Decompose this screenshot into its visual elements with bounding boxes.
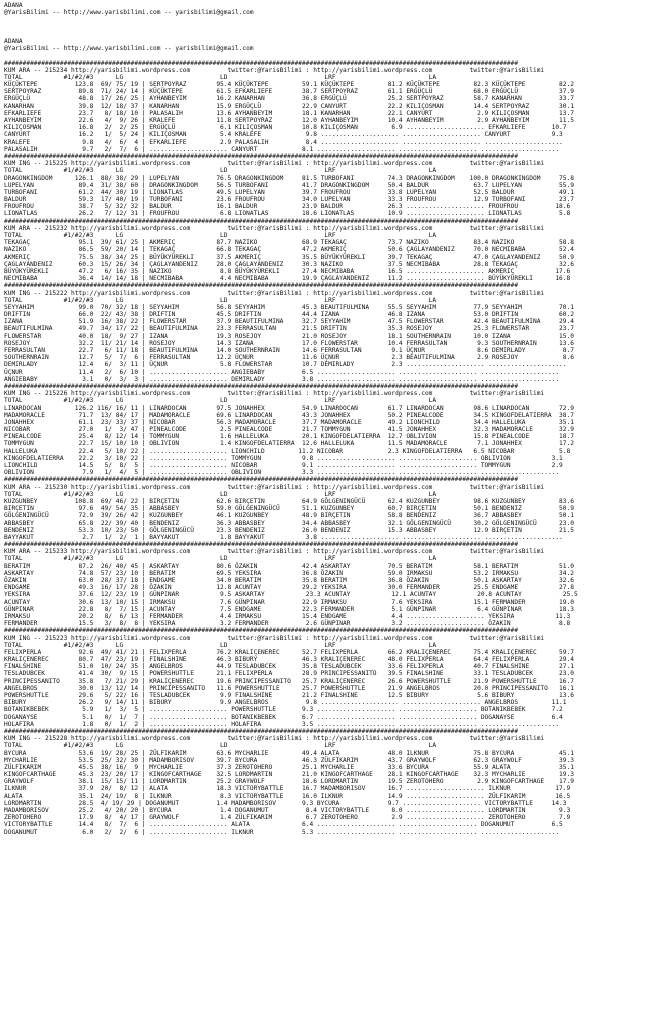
text-line: ÇAGLAYANDENIZ 60.3 15/ 26/ 34 | ÇAGLAYANDENIZ 28.0 ÇAGLAYANDENIZ 30.3 NAZIKO 37.5 NECMIBABA 28.8 TEKAGAÇ 32.6 xyxy=(4,260,574,268)
text-line: TOTAL #1/#2/#3 LG LD LRF LA xyxy=(4,555,437,563)
text-line: AKMERIÇ 75.5 38/ 34/ 25 | BÜYÜKYÜREKLI 37.5 AKMERIÇ 35.5 BÜYÜKYÜREKLI 39.7 TEKAGAÇ 47.0 ÇAGLAYANDENIZ 50.9 xyxy=(4,253,574,261)
text-line: FELIXPERLA 92.6 49/ 41/ 21 | FELIXPERLA 76.2 KRALIÇENEREC 52.7 FELIXPERLA 66.2 KRALIÇENEREC 75.4 KRALIÇENEREC 59.7 xyxy=(4,648,574,656)
text-line: ########################################################################################################################################## xyxy=(4,282,519,290)
text-line: KUM ING -- 215228 http://yarisbilimi.wordpress.com twitter:@YarisBilimi : http://yarisbilimi.wordpress.com twitter:@YarisBilimi xyxy=(4,735,545,743)
text-line: ILKNUR 37.9 20/ 8/ 12 | ALATA 18.3 VICTORYBATTLE 16.7 MADAMBORISOV 16.7 ..................... ILKNUR 17.9 xyxy=(4,785,571,793)
text-line: PALASALIH 9.7 2/ 7/ 6 | ..................... CANYURT 8.1 ..................... ..................... ..................... xyxy=(4,145,560,153)
text-line: LORDMARTIN 28.5 4/ 19/ 29 | DOGANUMUT 1.4 MADAMBORISOV 9.3 BYCURA 9.7 ..................... VICTORYBATTLE 14.3 xyxy=(4,799,567,807)
text-line: ACUNTAY 30.6 13/ 10/ 15 | IRMAKSU 7.6 GÜNPINAR 22.9 IRMAKSU 7.6 YEKSIRA 15.1 FERMANDER 19.0 xyxy=(4,598,574,606)
text-line: BYCURA 53.6 19/ 28/ 25 | ZÜLFIKARIM 63.6 MYCHARLIE 49.4 ALATA 48.0 ILKNUR 75.8 BYCURA 45.1 xyxy=(4,749,574,757)
text-line: KUM ING -- 215222 http://yarisbilimi.wordpress.com twitter:@YarisBilimi : http://yarisbilimi.wordpress.com twitter:@YarisBilimi xyxy=(4,289,545,297)
text-line: TOMMYGUN 22.7 15/ 10/ 10 | OBLIVION 1.4 KINGOFDELATIERRA 12.6 HALLELUKA 11.5 MADAMORACLE 7.1 JONAHHEX 17.2 xyxy=(4,440,574,448)
text-line: TURBOFANI 61.2 44/ 30/ 19 | LIONATLAS 49.5 LUPELYAN 39.7 FROUFROU 33.8 LUPELYAN 52.5 BALDUR 49.1 xyxy=(4,188,574,196)
text-line: ANGELBROS 30.0 13/ 12/ 14 | PRINCIPESSANITO 11.6 POWERSHUTTLE 25.7 POWERSHUTTLE 21.9 ANGELBROS 20.0 PRINCIPESSANITO 16.1 xyxy=(4,684,574,692)
text-line: GÖLGENINGÜCÜ 72.9 39/ 26/ 42 | KUZGUNBEY 46.1 KUZGUNBEY 48.9 BIRÇETIN 58.8 BENDENIZ 36.7 ABBASBEY 50.1 xyxy=(4,512,574,520)
text-line xyxy=(4,16,672,23)
text-line: NECMIBABA 36.4 14/ 14/ 18 | NECMIBABA 4.4 NECMIBABA 19.9 ÇAGLAYANDENIZ 11.2 ..................... BÜYÜKYÜREKLI 16.8 xyxy=(4,275,571,283)
text-line: KUM ARA -- 215233 http://yarisbilimi.wordpress.com twitter:@YarisBilimi : http://yarisbilimi.wordpress.com twitter:@YarisBilimi xyxy=(4,548,545,556)
text-line: ########################################################################################################################################## xyxy=(4,476,519,484)
text-line: DRAGONKINGDOM 126.1 88/ 38/ 29 | LUPELYAN 76.5 DRAGONKINGDOM 81.5 TURBOFANI 74.3 DRAGONKINGDOM 100.0 DRAGONKINGDOM 75.8 xyxy=(4,174,574,182)
text-line: TEKAGAÇ 95.1 39/ 61/ 25 | AKMERIÇ 87.7 NAZIKO 68.9 TEKAGAÇ 73.7 NAZIKO 83.4 NAZIKO 58.8 xyxy=(4,239,574,247)
text-line: YEKSIRA 37.6 12/ 23/ 19 | GÜNPINAR 9.5 ASKARTAY 23.3 ACUNTAY 12.1 ACUNTAY 20.8 ACUNTAY 25.5 xyxy=(4,591,578,599)
text-line: KINGOFDELATIERRA 22.2 3/ 10/ 22 | ..................... TOMMYGUN 9.8 ..................... ..................... OBLIVION 3.1 xyxy=(4,454,563,462)
text-line: ADANA xyxy=(4,2,23,9)
text-line: BENDENIZ 53.3 10/ 23/ 50 | GÖLGENINGÜCÜ 23.3 BENDENIZ 26.0 BENDENIZ 15.3 ABBASBEY 12.9 BIRÇETIN 21.5 xyxy=(4,526,574,534)
text-line: FERRASULTAN 22.7 6/ 11/ 18 | BEAUTIFULMINA 14.0 SOUTHERNRAIN 14.6 FERRASULTAN 9.1 ÜÇNUR 8.6 DEMIRLADY 8.7 xyxy=(4,347,574,354)
text-line: GRAYWOLF 38.1 15/ 15/ 11 | LORDMARTIN 25.2 GRAYWOLF 18.6 LORDMARTIN 19.5 ZEROTOHERO 2.9 KINGOFCARTHAGE 17.9 xyxy=(4,778,574,786)
text-line: SOUTHERNRAIN 12.7 5/ 7/ 6 | FERRASULTAN 12.2 ÜÇNUR 11.6 ÜÇNUR 2.3 BEAUTIFULMINA 2.9 ROSEJOY 8.6 xyxy=(4,354,574,362)
text-line: BEAUTIFULMINA 49.7 34/ 17/ 22 | BEAUTIFULMINA 23.3 FERRASULTAN 21.5 DRIFTIN 35.3 ROSEJOY 25.3 FLOWERSTAR 23.7 xyxy=(4,325,574,333)
text-line: POWERSHUTTLE 29.6 5/ 22/ 16 | TESLADUBCEK 9.9 FINALSHINE 21.2 FINALSHINE 12.5 BIBURY 5.6 BIBURY 13.6 xyxy=(4,692,574,699)
text-line: ASKARTAY 74.8 57/ 23/ 10 | BERATIM 69.5 YEKSIRA 36.8 ÖZAKIN 59.0 IRMAKSU 53.2 IRMAKSU 34.2 xyxy=(4,569,574,577)
text-line: KÜÇÜKTEPE 123.8 69/ 75/ 19 | SERTPOYRAZ 95.4 KÜÇÜKTEPE 59.1 KÜÇÜKTEPE 81.2 KÜÇÜKTEPE 82.3 KÜÇÜKTEPE 82.2 xyxy=(4,81,574,89)
text-line: NAZIKO 86.5 59/ 20/ 14 | TEKAGAÇ 66.8 TEKAGAÇ 47.2 AKMERIÇ 50.6 ÇAGLAYANDENIZ 70.0 NECMIBABA 52.4 xyxy=(4,246,574,254)
text-line: KRALIÇENEREC 80.7 47/ 23/ 19 | FINALSHINE 46.3 BIBURY 46.3 KRALIÇENEREC 48.0 FELIXPERLA 64.4 FELIXPERLA 29.4 xyxy=(4,656,574,664)
text-line: TOTAL #1/#2/#3 LG LD LRF LA xyxy=(4,490,437,498)
text-line: KUM ARA -- 215234 http://yarisbilimi.wordpress.com twitter:@YarisBilimi : http://yarisbilimi.wordpress.com twitter:@YarisBilimi xyxy=(4,66,545,74)
text-line: DOGANUMUT 6.0 2/ 2/ 6 | ..................... ILKNUR 5.3 ..................... ..................... ..................... xyxy=(4,828,560,836)
text-line: ANGIEBABY 3.1 0/ 3/ 3 | ..................... DEMIRLADY 3.8 ..................... ..................... ..................... xyxy=(4,375,560,383)
text-line: ########################################################################################################################################## xyxy=(4,59,519,67)
text-line: TOTAL #1/#2/#3 LG LD LRF LA xyxy=(4,742,437,750)
text-line: AYHANBEYIM 22.6 4/ 9/ 26 | KRALEFE 11.8 SERTPOYRAZ 12.0 AYHANBEYIM 10.4 AYHANBEYIM 2.9 AYHANBEYIM 11.5 xyxy=(4,117,574,124)
text-line: LINARDOCAN 126.2 116/ 16/ 11 | LINARDOCAN 97.5 JONAHHEX 54.9 LINARDOCAN 61.7 LINARDOCAN 98.6 LINARDOCAN 72.9 xyxy=(4,404,574,412)
text-line: EFKARLIEFE 23.7 8/ 18/ 10 | PALASALIH 13.6 AYHANBEYIM 18.1 KANARHAN 22.1 CANYURT 2.9 KILIÇOSMAN 13.7 xyxy=(4,109,574,117)
text-line: BERATIM 87.2 26/ 40/ 45 | ASKARTAY 80.6 ÖZAKIN 42.4 ASKARTAY 70.5 BERATIM 58.1 BERATIM 51.0 xyxy=(4,562,574,570)
text-line: JONAHHEX 61.1 23/ 33/ 37 | NICOBAR 56.3 MADAMORACLE 37.7 MADAMORACLE 49.2 LIONCHILD 34.4 HALLELUKA 35.1 xyxy=(4,418,574,426)
text-line: IRMAKSU 20.2 8/ 6/ 13 | FERMANDER 4.4 IRMAKSU 15.4 ENDGAME 4.4 ..................... YEKSIRA 11.3 xyxy=(4,612,571,620)
text-line: FROUFROU 38.7 5/ 32/ 32 | BALDUR 16.1 BALDUR 23.9 BALDUR 26.3 ..................... FROUFROU 18.6 xyxy=(4,203,571,211)
text-line: ABBASBEY 65.8 22/ 39/ 40 | BENDENIZ 36.3 ABBASBEY 34.4 ABBASBEY 32.1 GÖLGENINGÜCÜ 30.2 GÖLGENINGÜCÜ 23.0 xyxy=(4,519,574,527)
text-line: MADAMORACLE 71.7 13/ 84/ 17 | MADAMORACLE 69.6 LINARDOCAN 43.3 JONAHHEX 50.2 PINEALCODE 34.5 KINGOFDELATIERRA 38.7 xyxy=(4,411,574,419)
text-line: ÜÇNUR 11.4 2/ 6/ 10 | ..................... ANGIEBABY 6.5 ..................... ..................... ..................... xyxy=(4,368,560,376)
text-line: ÖZAKIN 63.0 28/ 37/ 18 | ENDGAME 34.0 BERATIM 35.8 BERATIM 36.8 ÖZAKIN 50.1 ASKARTAY 32.6 xyxy=(4,577,574,584)
text-line: BALDUR 59.3 17/ 40/ 19 | TURBOFANI 23.6 FROUFROU 34.0 LUPELYAN 33.3 FROUFROU 12.9 TURBOFANI 23.7 xyxy=(4,196,574,204)
text-line: KANARHAN 39.8 12/ 18/ 37 | KANARHAN 15.9 ERGÜÇLÜ 22.9 CANYURT 22.2 KILIÇOSMAN 14.4 SERTPOYRAZ 30.1 xyxy=(4,102,574,110)
text-line: ########################################################################################################################################## xyxy=(4,152,519,160)
text-line: LIONCHILD 14.5 5/ 8/ 5 | ..................... NICOBAR 9.1 ..................... ..................... TOMMYGUN 2.9 xyxy=(4,462,563,469)
text-line: DOGANAYSE 5.1 0/ 1/ 7 | ..................... BOTANIKBEBEK 6.7 ..................... ..................... DOGANAYSE 6.4 xyxy=(4,713,563,721)
text-line: HOLAFIRA 1.8 0/ 1/ 2 | ..................... HOLAFIRA 3.5 ..................... ..................... ..................... xyxy=(4,720,560,728)
text-line: FERMANDER 15.5 3/ 8/ 8 | YEKSIRA 3.2 FERMANDER 2.6 GÜNPINAR 3.2 ..................... ÖZAKIN 8.8 xyxy=(4,620,571,628)
text-line: @YarisBilimi -- http://www.yarisbilimi.com -- yarisbilimi@gmail.com xyxy=(4,9,254,17)
text-line: ADANA xyxy=(4,37,23,45)
text-line: ########################################################################################################################################## xyxy=(4,727,519,735)
text-line: ########################################################################################################################################## xyxy=(4,382,519,390)
text-line: ERGÜÇLÜ 48.8 17/ 26/ 25 | AYHANBEYIM 16.2 KANARHAN 36.8 ERGÜÇLÜ 25.2 SERTPOYRAZ 58.7 KANARHAN 33.7 xyxy=(4,95,574,103)
text-line: BAYYAKUT 2.7 1/ 2/ 1 | BAYYAKUT 1.8 BAYYAKUT 3.8 ..................... ..................... ..................... xyxy=(4,533,563,541)
text-line: HALLELUKA 22.4 5/ 10/ 22 | ..................... LIONCHILD 11.2 NICOBAR 2.3 KINGOFDELATIERRA 6.5 NICOBAR 5.8 xyxy=(4,447,571,455)
text-line: TOTAL #1/#2/#3 LG LD LRF LA xyxy=(4,641,437,649)
text-line: KUZGUNBEY 108.8 69/ 46/ 22 | BIRÇETIN 62.6 BIRÇETIN 64.9 GÖLGENINGÜCÜ 62.4 KUZGUNBEY 98.6 KUZGUNBEY 83.6 xyxy=(4,497,574,505)
text-line: TOTAL #1/#2/#3 LG LD LRF LA xyxy=(4,397,437,405)
text-line: FLOWERSTAR 40.0 18/ 9/ 27 | IZANA 19.3 ROSEJOY 21.0 ROSEJOY 18.1 SOUTHERNRAIN 10.0 IZANA 15.0 xyxy=(4,332,574,340)
text-line: MYCHARLIE 53.5 25/ 32/ 30 | MADAMBORISOV 39.7 BYCURA 46.3 ZÜLFIKARIM 43.7 GRAYWOLF 62.3 GRAYWOLF 39.3 xyxy=(4,756,574,764)
text-line: TOTAL #1/#2/#3 LG LD LRF LA xyxy=(4,296,437,304)
text-line: ROSEJOY 32.2 11/ 21/ 14 | ROSEJOY 14.3 IZANA 17.0 FLOWERSTAR 10.4 FERRASULTAN 9.3 SOUTHERNRAIN 13.6 xyxy=(4,339,574,347)
text-line: KUM ARA -- 215232 http://yarisbilimi.wordpress.com twitter:@YarisBilimi : http://yarisbilimi.wordpress.com twitter:@YarisBilimi xyxy=(4,224,545,232)
text-line: GÜNPINAR 22.8 8/ 7/ 15 | ACUNTAY 7.5 ENDGAME 22.3 FERMANDER 5.1 GÜNPINAR 6.4 GÜNPINAR 18.3 xyxy=(4,605,574,613)
text-line xyxy=(4,31,672,38)
text-line: TOTAL #1/#2/#3 LG LD LRF LA xyxy=(4,167,437,175)
text-line: BIRÇETIN 97.6 49/ 54/ 35 | ABBASBEY 59.0 GÖLGENINGÜCÜ 51.1 KUZGUNBEY 60.7 BIRÇETIN 50.1 BENDENIZ 50.9 xyxy=(4,505,574,513)
text-line: ENDGAME 49.3 16/ 17/ 28 | ÖZAKIN 12.8 ACUNTAY 29.2 YEKSIRA 30.0 FERMANDER 25.5 ENDGAME 27.8 xyxy=(4,584,574,592)
text-line xyxy=(4,24,672,31)
text-line: KUM ING -- 215225 http://yarisbilimi.wordpress.com twitter:@YarisBilimi : http://yarisbilimi.wordpress.com twitter:@YarisBilimi xyxy=(4,160,545,168)
text-line: SERTPOYRAZ 89.8 71/ 24/ 14 | KÜÇÜKTEPE 61.5 EFKARLIEFE 38.7 SERTPOYRAZ 61.1 ERGÜÇLÜ 68.0 ERGÜÇLÜ 37.9 xyxy=(4,88,574,96)
text-line: ########################################################################################################################################## xyxy=(4,541,519,549)
text-line: ZEROTOHERO 17.9 8/ 4/ 17 | GRAYWOLF 1.4 ZÜLFIKARIM 6.7 ZEROTOHERO 2.9 ..................... ZEROTOHERO 7.9 xyxy=(4,814,571,822)
text-line: TOTAL #1/#2/#3 LG LD LRF LA xyxy=(4,232,437,239)
text-line: ALATA 35.1 24/ 19/ 8 | ILKNUR 8.3 VICTORYBATTLE 16.0 ILKNUR 14.9 ..................... ZÜLFIKARIM 16.5 xyxy=(4,792,571,800)
text-line: NICOBAR 27.0 1/ 3/ 47 | PINEALCODE 2.5 PINEALCODE 21.7 TOMMYGUN 41.5 JONAHHEX 32.3 MADAMORACLE 32.9 xyxy=(4,426,574,434)
text-line: @YarisBilimi -- http://www.yarisbilimi.com -- yarisbilimi@gmail.com xyxy=(4,45,254,53)
text-line: BIBURY 26.2 9/ 14/ 11 | BIBURY 9.9 ANGELBROS 9.8 ..................... ..................... ANGELBROS 11.1 xyxy=(4,699,567,707)
text-line: KUM ARA -- 215230 http://yarisbilimi.wordpress.com twitter:@YarisBilimi : http://yarisbilimi.wordpress.com twitter:@YarisBilimi xyxy=(4,483,545,491)
text-line: MADAMBORISOV 25.2 4/ 20/ 20 | BYCURA 1.4 DOGANUMUT 8.4 VICTORYBATTLE 8.0 ..................... LORDMARTIN 9.3 xyxy=(4,807,571,814)
text-line: VICTORYBATTLE 14.4 8/ 7/ 6 | ..................... ALATA 6.4 ..................... ..................... DOGANUMUT 6.5 xyxy=(4,821,563,829)
text-line: KINGOFCARTHAGE 45.3 23/ 20/ 17 | KINGOFCARTHAGE 32.5 LORDMARTIN 21.0 KINGOFCARTHAGE 28.1 KINGOFCARTHAGE 32.3 MYCHARLIE 19.3 xyxy=(4,771,574,779)
text-line: ZÜLFIKARIM 45.5 38/ 16/ 9 | MYCHARLIE 37.3 ZEROTOHERO 25.1 MYCHARLIE 33.6 BYCURA 55.9 ALATA 35.1 xyxy=(4,763,574,771)
text-line: ########################################################################################################################################## xyxy=(4,217,519,225)
text-line: SEYYAHIM 99.0 70/ 32/ 18 | SEYYAHIM 56.8 SEYYAHIM 45.3 BEAUTIFULMINA 55.5 SEYYAHIM 77.9 SEYYAHIM 70.1 xyxy=(4,303,574,311)
text-line: DEMIRLADY 12.4 6/ 3/ 11 | ÜÇNUR 5.8 FLOWERSTAR 10.7 DEMIRLADY 2.3 ..................... ..................... xyxy=(4,361,567,369)
text-line: BOTANIKBEBEK 5.9 1/ 3/ 5 | ..................... POWERSHUTTLE 9.3 ..................... ..................... BOTANIKBEBEK 7.2 xyxy=(4,706,563,714)
text-line xyxy=(4,52,672,59)
text-line: BÜYÜKYÜREKLI 47.2 6/ 16/ 35 | NAZIKO 8.8 BÜYÜKYÜREKLI 27.4 NECMIBABA 16.5 ..................... AKMERIÇ 17.6 xyxy=(4,267,571,275)
text-line: KILIÇOSMAN 16.8 2/ 2/ 25 | ERGÜÇLÜ 6.1 KILIÇOSMAN 10.8 KILIÇOSMAN 6.9 ..................... EFKARLIEFE 10.7 xyxy=(4,124,567,132)
text-line: PINEALCODE 25.4 8/ 12/ 14 | TOMMYGUN 1.6 HALLELUKA 20.1 KINGOFDELATIERRA 12.7 OBLIVION 15.8 PINEALCODE 18.7 xyxy=(4,433,574,441)
text-line: LUPELYAN 89.4 31/ 38/ 60 | DRAGONKINGDOM 56.5 TURBOFANI 41.7 DRAGONKINGDOM 50.4 BALDUR 63.7 LUPELYAN 55.9 xyxy=(4,181,574,189)
text-line: KRALEFE 9.8 4/ 6/ 4 | EFKARLIEFE 2.9 PALASALIH 8.4 ..................... ..................... ..................... xyxy=(4,138,563,146)
text-line: KUM ING -- 215226 http://yarisbilimi.wordpress.com twitter:@YarisBilimi : http://yarisbilimi.wordpress.com twitter:@YarisBilimi xyxy=(4,390,545,398)
text-line: CANYURT 16.2 1/ 5/ 24 | KILIÇOSMAN 5.4 KRALEFE 9.8 ..................... ..................... CANYURT 9.3 xyxy=(4,131,563,139)
text-line: OBLIVION 7.9 1/ 4/ 5 | ..................... OBLIVION 3.3 ..................... ..................... ..................... xyxy=(4,469,560,477)
text-line: PRINCIPESSANITO 35.8 7/ 21/ 29 | KRALIÇENEREC 19.6 PRINCIPESSANITO 25.7 KRALIÇENEREC 26.6 POWERSHUTTLE 21.9 POWERSHUTTLE 16.7 xyxy=(4,677,574,685)
text-line: TESLADUBCEK 41.4 30/ 9/ 15 | POWERSHUTTLE 21.1 FELIXPERLA 28.9 PRINCIPESSANITO 39.5 FINALSHINE 33.1 TESLADUBCEK 23.0 xyxy=(4,670,574,678)
text-line: FINALSHINE 51.0 10/ 24/ 35 | ANGELBROS 44.9 TESLADUBCEK 35.8 TESLADUBCEK 33.6 FELIXPERLA 40.7 FINALSHINE 27.1 xyxy=(4,663,574,671)
text-line: IZANA 51.9 16/ 38/ 22 | FLOWERSTAR 37.9 BEAUTIFULMINA 32.7 SEYYAHIM 47.5 FLOWERSTAR 42.4 BEAUTIFULMINA 29.4 xyxy=(4,318,574,326)
text-line: TOTAL #1/#2/#3 LG LD LRF LA xyxy=(4,73,437,81)
text-line: KUM ING -- 215223 http://yarisbilimi.wordpress.com twitter:@YarisBilimi : http://yarisbilimi.wordpress.com twitter:@YarisBilimi xyxy=(4,634,545,642)
text-line: LIONATLAS 26.2 7/ 12/ 31 | FROUFROU 6.8 LIONATLAS 18.6 LIONATLAS 10.9 ..................... LIONATLAS 5.8 xyxy=(4,210,571,218)
text-line: ########################################################################################################################################## xyxy=(4,627,519,635)
text-line: DRIFTIN 66.0 22/ 43/ 38 | DRIFTIN 45.5 DRIFTIN 44.4 IZANA 46.8 IZANA 53.0 DRIFTIN 60.2 xyxy=(4,311,574,319)
